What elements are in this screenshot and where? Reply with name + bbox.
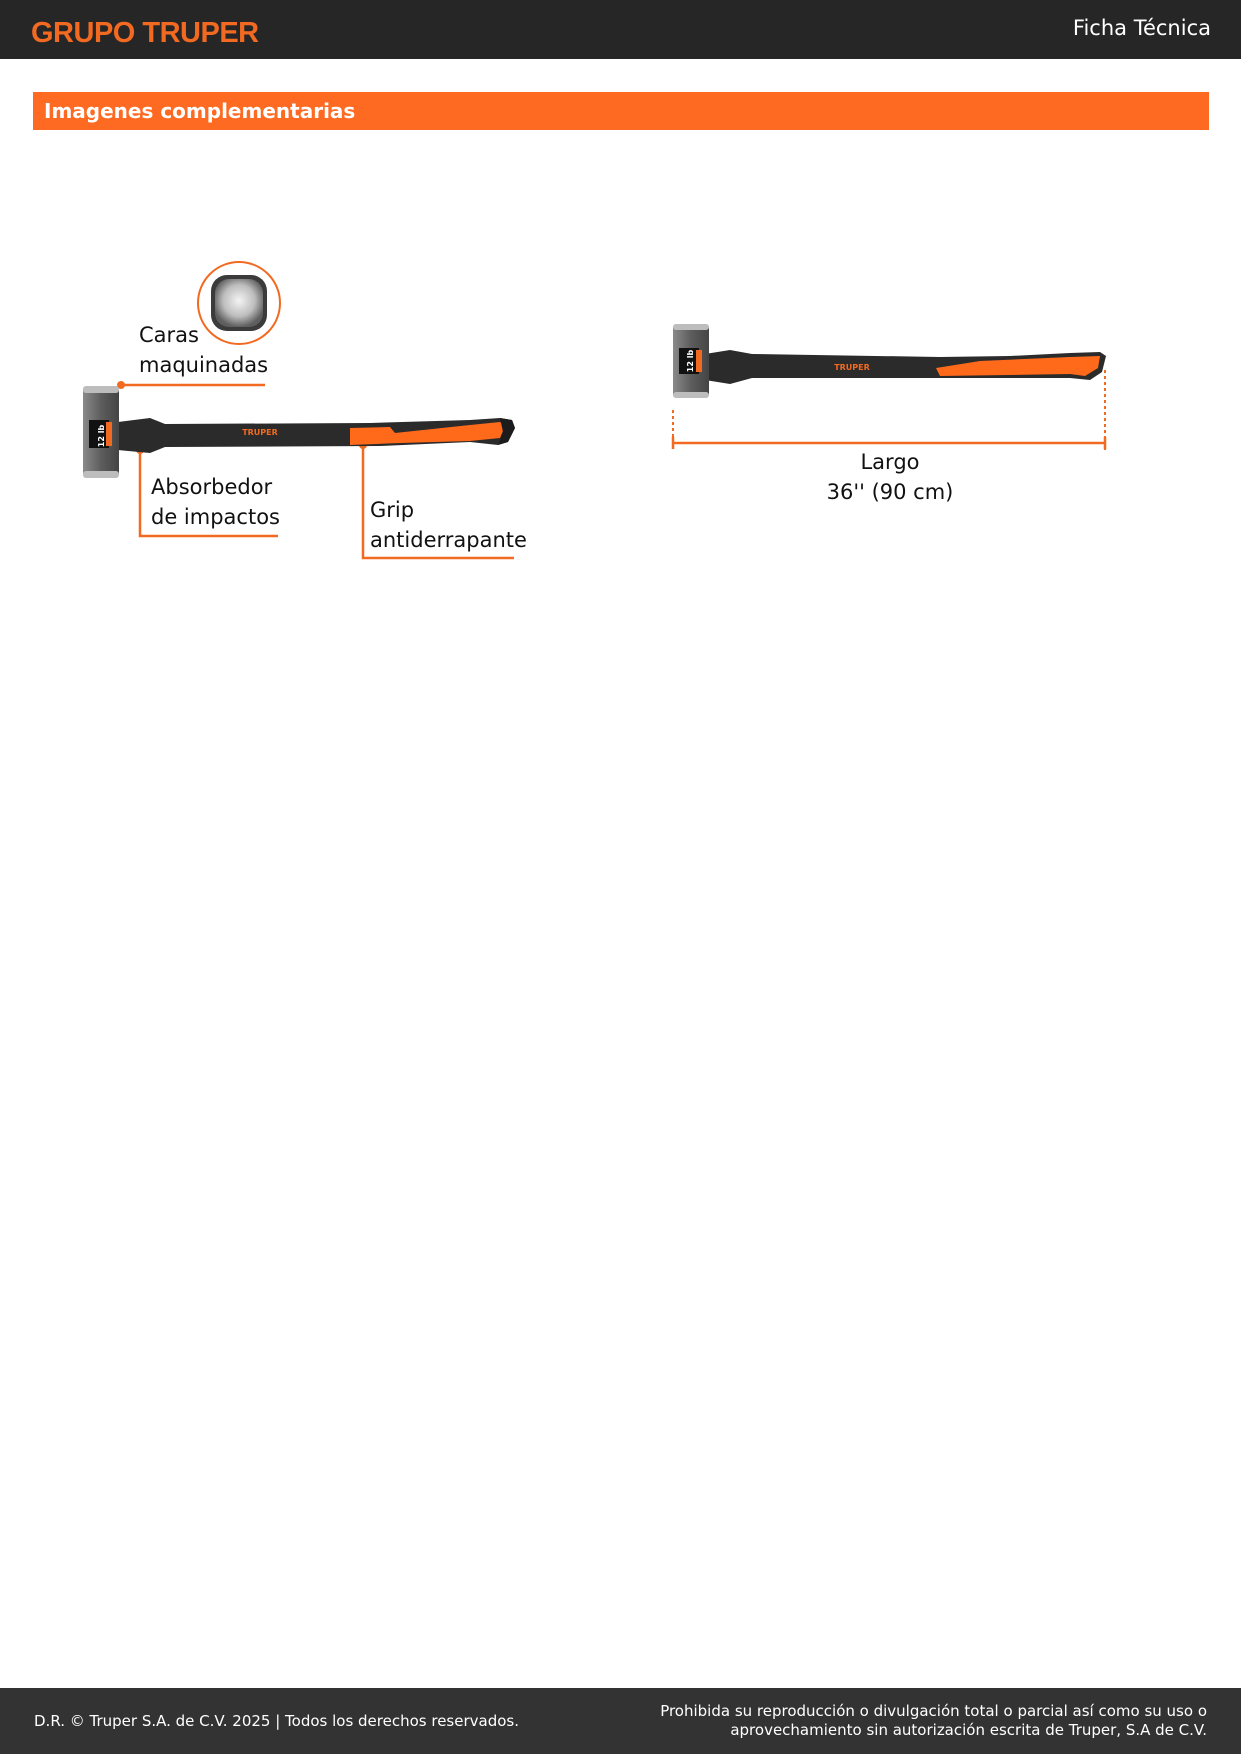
- handle-brand-text: TRUPER: [242, 428, 278, 437]
- label-shock-absorber: Absorbedor de impactos: [151, 475, 280, 529]
- head-weight-text: 12 lb: [686, 349, 695, 373]
- sledgehammer-features-image: [0, 250, 620, 580]
- label-length: Largo 36'' (90 cm): [826, 450, 954, 504]
- hammer-illustration: [83, 386, 515, 478]
- handle-brand-text: TRUPER: [834, 363, 870, 372]
- label-grip: Grip antiderrapante: [370, 498, 527, 552]
- features-figure: [0, 250, 620, 580]
- footer-legal-notice: Prohibida su reproducción o divulgación total o parcial así como su uso o aprovechamiento sin autorización escrita de Truper, S.A de C.V.: [660, 1702, 1207, 1739]
- hammer-illustration: [673, 324, 1106, 398]
- page-footer: [0, 1688, 1241, 1754]
- length-dimension-line: [673, 370, 1105, 450]
- page-header: [0, 0, 1241, 59]
- section-header-bar: [33, 92, 1209, 130]
- footer-copyright: D.R. © Truper S.A. de C.V. 2025 | Todos los derechos reservados.: [34, 1712, 519, 1730]
- length-figure: [640, 300, 1140, 520]
- label-machined-faces: Caras maquinadas: [139, 323, 269, 377]
- head-weight-text: 12 lb: [97, 424, 106, 448]
- section-title: Imagenes complementarias: [44, 99, 356, 123]
- header-title: Ficha Técnica: [1072, 16, 1211, 40]
- grupo-truper-logo: GRUPO TRUPER: [31, 17, 259, 49]
